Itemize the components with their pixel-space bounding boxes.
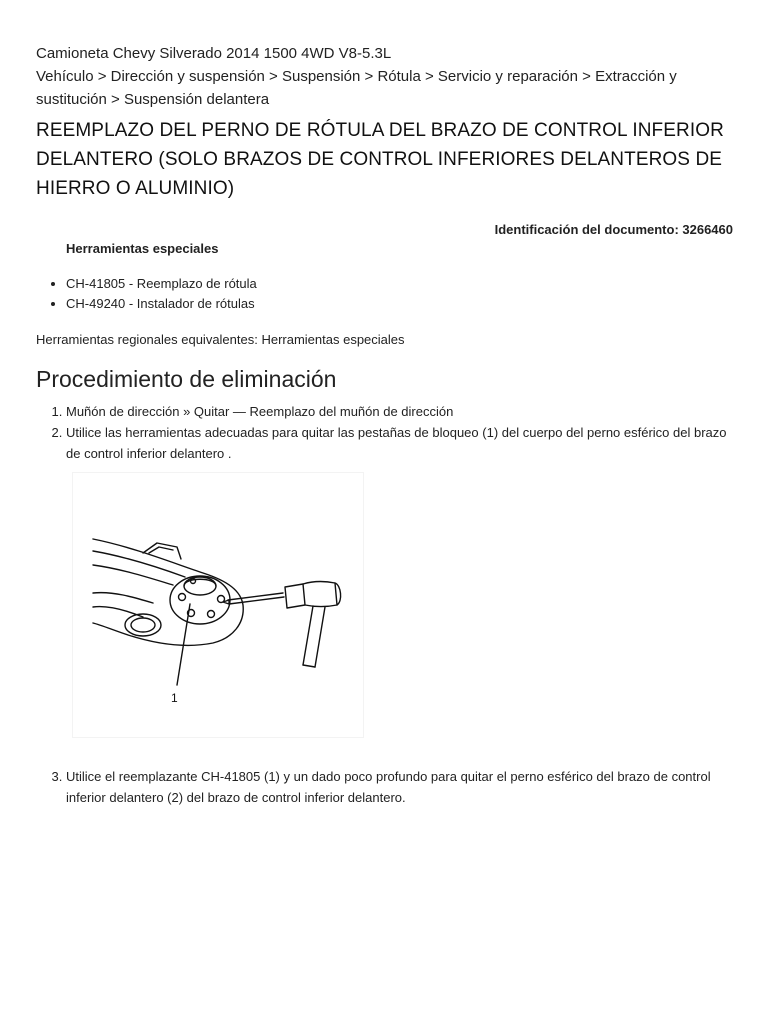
procedure-step-1: 1. Muñón de dirección » Quitar — Reemplazo del muñón de dirección [66, 401, 736, 422]
document-page [36, 42, 736, 808]
document-title: REEMPLAZO DEL PERNO DE RÓTULA DEL BRAZO DE CONTROL INFERIOR DELANTERO (SOLO BRAZOS DE CONTROL INFERIORES DELANTEROS DE HIERRO O ALUMINIO) [36, 120, 724, 199]
ball-joint-illustration [72, 472, 364, 738]
procedure-heading: Procedimiento de eliminación [36, 366, 337, 392]
special-tools-heading: Herramientas especiales [66, 241, 219, 256]
procedure-steps [36, 401, 736, 464]
callout-label: 1 [171, 691, 178, 705]
document-id: Identificación del documento: 3266460 [494, 222, 733, 237]
list-item: • CH-49240 - Instalador de rótulas [66, 294, 736, 314]
procedure-step-2: 2. Utilice las herramientas adecuadas para quitar las pestañas de bloqueo (1) del cuerpo del perno esférico del brazo de control inferior delantero . [66, 422, 736, 464]
special-tools-list [36, 274, 736, 314]
ball-joint-drawing [73, 473, 363, 737]
procedure-steps-continued [36, 766, 736, 808]
breadcrumb: Vehículo > Dirección y suspensión > Suspensión > Rótula > Servicio y reparación > Extracción y sustitución > Suspensión delantera [36, 68, 677, 108]
procedure-step-3: 3. Utilice el reemplazante CH-41805 (1) y un dado poco profundo para quitar el perno esférico del brazo de control inferior delantero (2) del brazo de control inferior delantero. [66, 766, 736, 808]
vehicle-title: Camioneta Chevy Silverado 2014 1500 4WD V8-5.3L [36, 45, 392, 62]
regional-tools-note: Herramientas regionales equivalentes: Herramientas especiales [36, 332, 405, 347]
list-item: • CH-41805 - Reemplazo de rótula [66, 274, 736, 294]
